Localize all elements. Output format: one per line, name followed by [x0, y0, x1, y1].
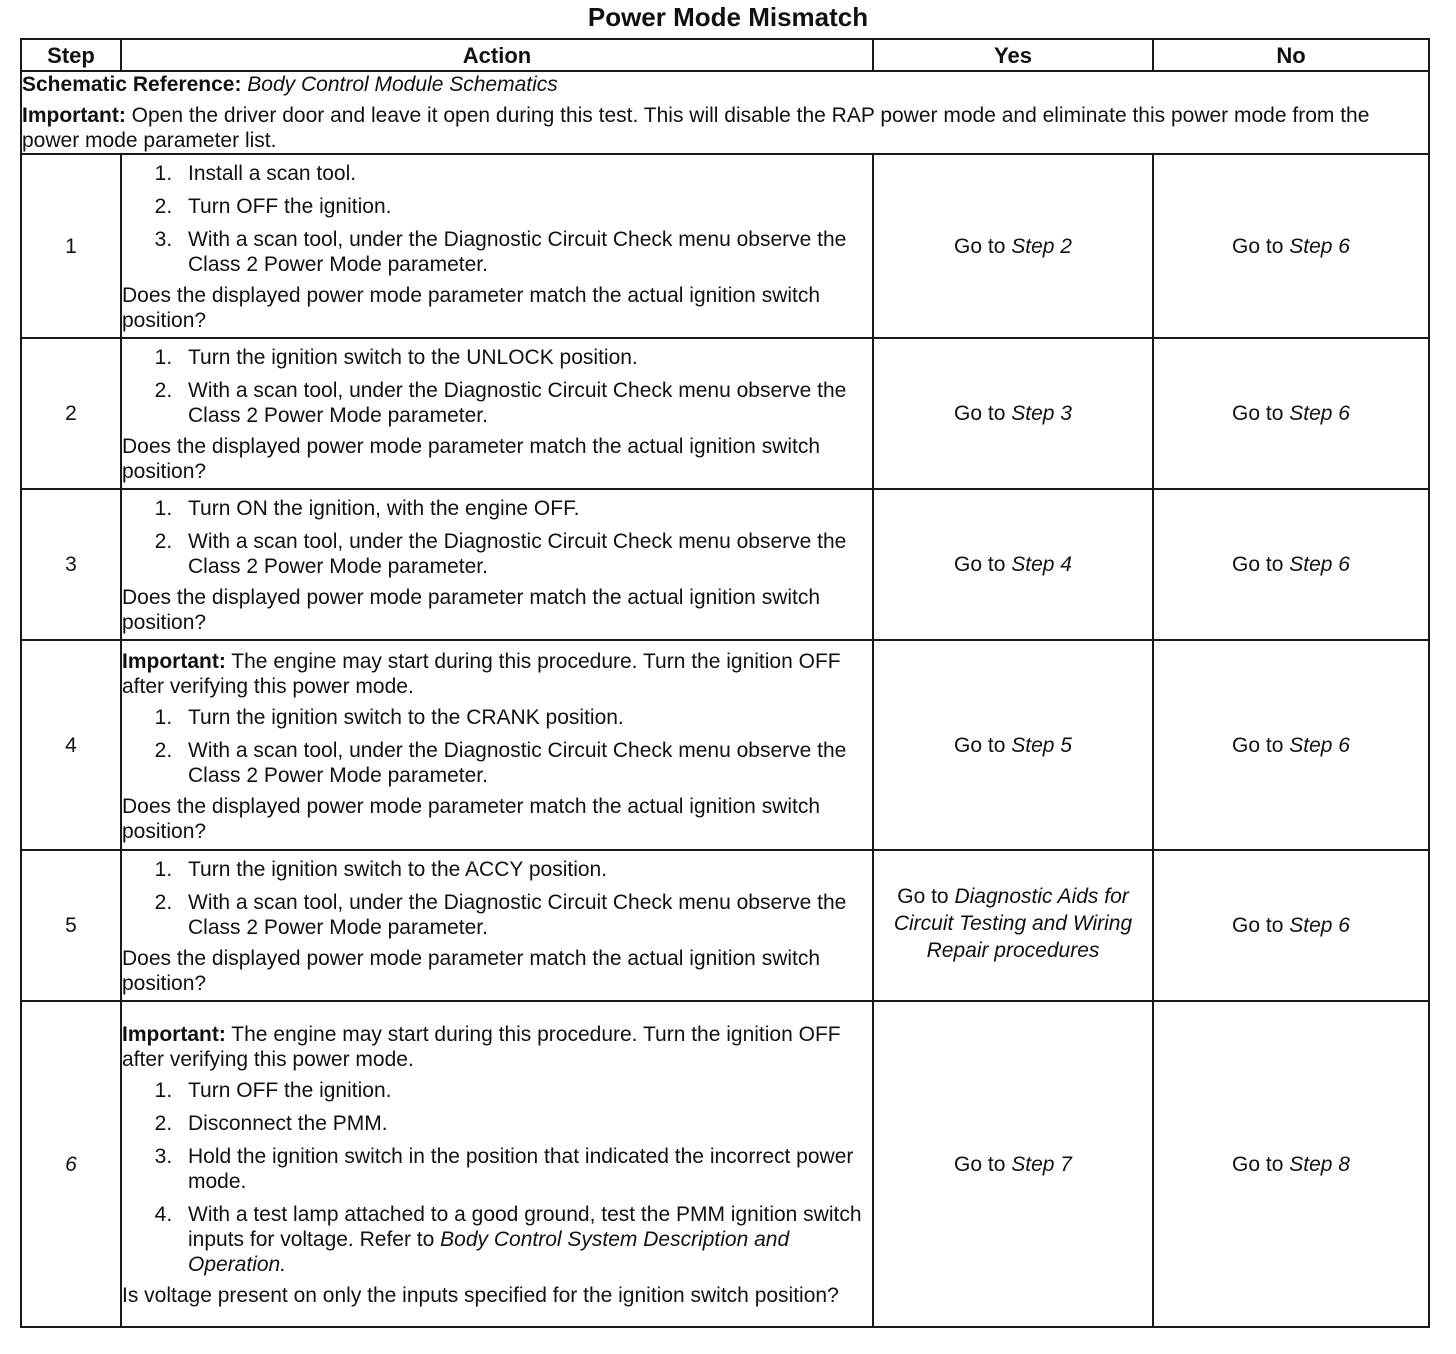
table-row	[21, 154, 1429, 338]
important-label: Important:	[122, 649, 226, 673]
action-question: Does the displayed power mode parameter match the actual ignition switch position?	[122, 586, 821, 634]
action-item: 1. Turn ON the ignition, with the engine OFF.	[178, 496, 872, 521]
action-item	[178, 1202, 872, 1277]
action-item: 2. With a scan tool, under the Diagnostic Circuit Check menu observe the Class 2 Power Mode parameter.	[178, 890, 872, 940]
yes-link[interactable]: Step 7	[1011, 1152, 1072, 1176]
yes-prefix: Go to	[954, 553, 1006, 576]
yes-cell[interactable]	[873, 154, 1153, 338]
action-cell	[121, 489, 873, 640]
action-item: 1. Turn the ignition switch to the UNLOCK position.	[178, 345, 872, 370]
header-no: No	[1153, 39, 1429, 71]
step-number: 4	[21, 640, 121, 850]
action-item: 1. Install a scan tool.	[178, 161, 872, 186]
no-link[interactable]: Step 8	[1289, 1152, 1350, 1176]
page-title: Power Mode Mismatch	[587, 2, 869, 32]
yes-prefix: Go to	[954, 1152, 1006, 1176]
table-row	[21, 850, 1429, 1001]
no-link[interactable]: Step 6	[1289, 234, 1350, 258]
action-cell	[121, 850, 873, 1001]
no-cell[interactable]	[1153, 338, 1429, 489]
yes-prefix: Go to	[897, 885, 949, 908]
action-item-text: With a test lamp attached to a good ground, test the PMM ignition switch inputs for voltage. Refer to	[188, 1203, 862, 1251]
no-cell[interactable]	[1153, 154, 1429, 338]
no-prefix: Go to	[1232, 1152, 1284, 1176]
step-number: 5	[21, 850, 121, 1001]
table-row	[21, 338, 1429, 489]
no-link[interactable]: Step 6	[1289, 402, 1350, 425]
yes-link[interactable]: Diagnostic Aids for Circuit Testing and Wiring Repair procedures	[893, 885, 1133, 962]
no-prefix: Go to	[1232, 733, 1284, 757]
action-item: 2. With a scan tool, under the Diagnostic Circuit Check menu observe the Class 2 Power Mode parameter.	[178, 529, 872, 579]
no-cell[interactable]	[1153, 850, 1429, 1001]
action-cell	[121, 338, 873, 489]
important-label: Important:	[22, 104, 126, 127]
action-item: 2. Disconnect the PMM.	[178, 1111, 872, 1136]
no-prefix: Go to	[1232, 914, 1284, 937]
table-row	[21, 640, 1429, 850]
yes-cell[interactable]	[873, 489, 1153, 640]
action-item: 3. With a scan tool, under the Diagnostic Circuit Check menu observe the Class 2 Power Mode parameter.	[178, 227, 872, 277]
diagnostic-table	[20, 38, 1430, 1328]
no-link[interactable]: Step 6	[1289, 914, 1350, 937]
schematic-link[interactable]: Body Control Module Schematics	[247, 73, 558, 96]
action-cell	[121, 1001, 873, 1327]
important-text: The engine may start during this procedure. Turn the ignition OFF after verifying this power mode.	[122, 649, 841, 698]
no-prefix: Go to	[1232, 402, 1284, 425]
action-item: 2. Turn OFF the ignition.	[178, 194, 872, 219]
yes-cell[interactable]	[873, 850, 1153, 1001]
note-row	[21, 71, 1429, 154]
table-row	[21, 1001, 1429, 1327]
yes-cell[interactable]	[873, 640, 1153, 850]
yes-link[interactable]: Step 2	[1011, 234, 1072, 258]
action-item: 2. With a scan tool, under the Diagnostic Circuit Check menu observe the Class 2 Power Mode parameter.	[178, 378, 872, 428]
action-question: Does the displayed power mode parameter match the actual ignition switch position?	[122, 794, 821, 843]
yes-prefix: Go to	[954, 234, 1006, 258]
action-question: Does the displayed power mode parameter match the actual ignition switch position?	[122, 947, 821, 995]
important-text: The engine may start during this procedure. Turn the ignition OFF after verifying this power mode.	[122, 1023, 841, 1071]
action-item: 1. Turn the ignition switch to the ACCY position.	[178, 857, 872, 882]
action-cell	[121, 154, 873, 338]
yes-cell[interactable]	[873, 1001, 1153, 1327]
yes-link[interactable]: Step 4	[1011, 553, 1072, 576]
header-step: Step	[21, 39, 121, 71]
step-number: 6	[21, 1001, 121, 1327]
step-number: 3	[21, 489, 121, 640]
action-question: Does the displayed power mode parameter match the actual ignition switch position?	[122, 284, 821, 332]
no-link[interactable]: Step 6	[1289, 553, 1350, 576]
no-cell[interactable]	[1153, 640, 1429, 850]
table-row	[21, 489, 1429, 640]
action-item: 1. Turn OFF the ignition.	[178, 1078, 872, 1103]
header-yes: Yes	[873, 39, 1153, 71]
action-item: 3. Hold the ignition switch in the position that indicated the incorrect power mode.	[178, 1144, 872, 1194]
action-cell	[121, 640, 873, 850]
no-cell[interactable]	[1153, 1001, 1429, 1327]
action-item: 1. Turn the ignition switch to the CRANK position.	[178, 705, 872, 730]
action-question: Does the displayed power mode parameter match the actual ignition switch position?	[122, 435, 821, 483]
yes-link[interactable]: Step 5	[1011, 733, 1072, 757]
yes-cell[interactable]	[873, 338, 1153, 489]
reference-link[interactable]: Body Control System Description and Operation.	[188, 1228, 790, 1276]
no-prefix: Go to	[1232, 234, 1284, 258]
important-label: Important:	[122, 1023, 226, 1046]
no-link[interactable]: Step 6	[1289, 733, 1350, 757]
header-row	[21, 39, 1429, 71]
schematic-label: Schematic Reference:	[22, 73, 242, 96]
header-action: Action	[121, 39, 873, 71]
no-prefix: Go to	[1232, 553, 1284, 576]
yes-link[interactable]: Step 3	[1011, 402, 1072, 425]
action-question: Is voltage present on only the inputs specified for the ignition switch position?	[122, 1284, 839, 1307]
no-cell[interactable]	[1153, 489, 1429, 640]
note-cell	[21, 71, 1429, 154]
step-number: 1	[21, 154, 121, 338]
yes-prefix: Go to	[954, 402, 1006, 425]
important-text: Open the driver door and leave it open during this test. This will disable the RAP power mode and eliminate this power mode from the power mode parameter list.	[22, 104, 1370, 152]
yes-prefix: Go to	[954, 733, 1006, 757]
action-item: 2. With a scan tool, under the Diagnostic Circuit Check menu observe the Class 2 Power Mode parameter.	[178, 738, 872, 788]
step-number: 2	[21, 338, 121, 489]
